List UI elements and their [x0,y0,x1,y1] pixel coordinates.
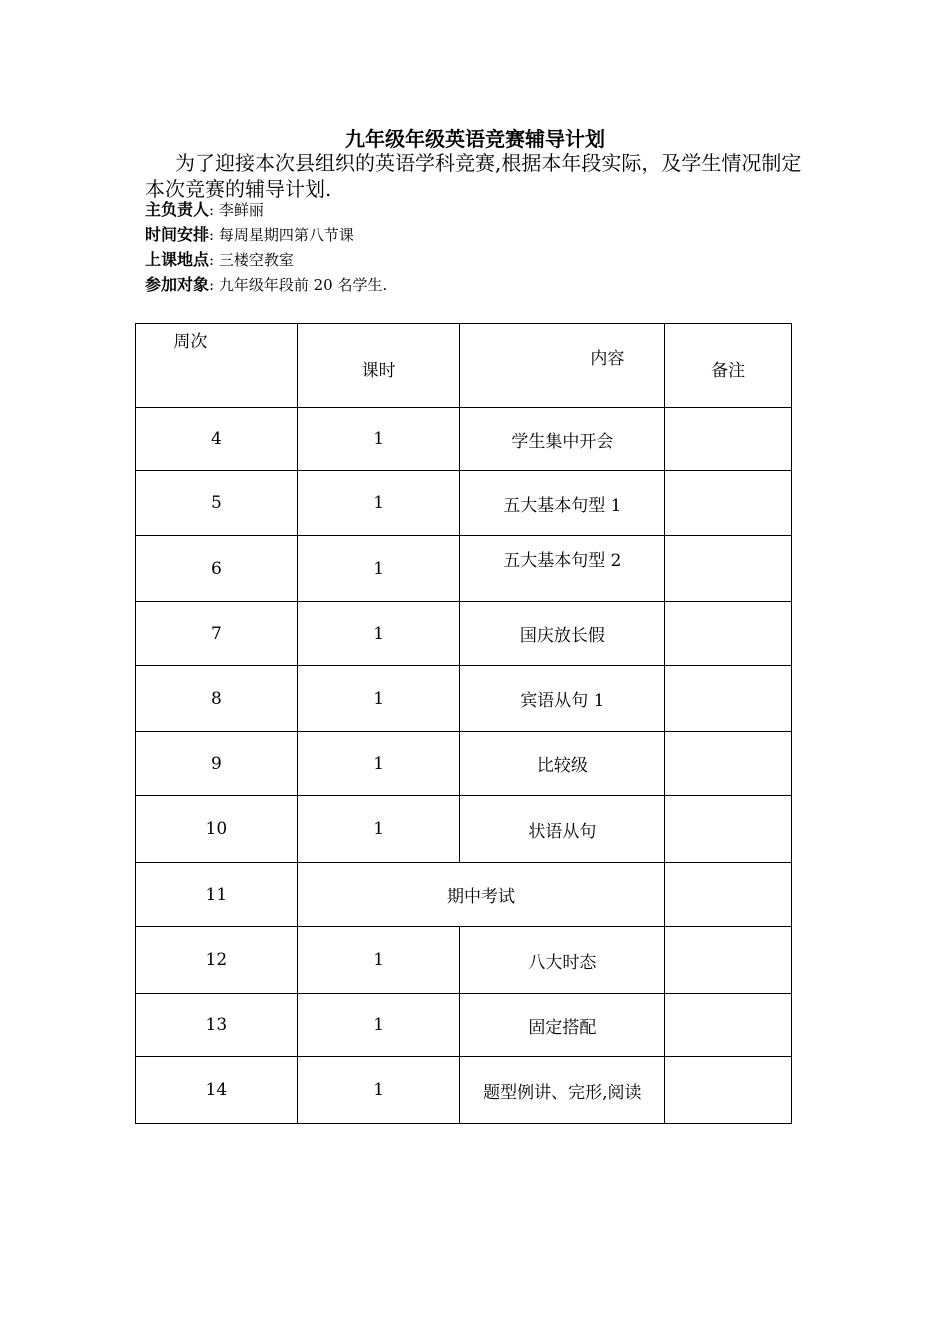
hours-cell: 1 [297,927,460,994]
note-cell [665,471,792,536]
week-cell: 5 [136,471,298,536]
intro-paragraph: 为了迎接本次县组织的英语学科竞赛,根据本年段实际，及学生情况制定本次竞赛的辅导计划. [145,151,802,201]
content-cell: 固定搭配 [460,994,665,1057]
note-cell [665,666,792,732]
note-cell [665,408,792,471]
note-cell [665,732,792,796]
header-week: 周次 [136,324,298,408]
content-cell: 五大基本句型 1 [460,471,665,536]
week-cell: 7 [136,602,298,666]
document-title: 九年级年级英语竞赛辅导计划 [345,127,605,151]
note-cell [665,602,792,666]
content-cell: 比较级 [460,732,665,796]
content-cell: 国庆放长假 [460,602,665,666]
week-cell: 9 [136,732,298,796]
week-cell: 4 [136,408,298,471]
week-cell: 10 [136,796,298,863]
hours-cell: 1 [297,666,460,732]
content-cell: 题型例讲、完形,阅读 [460,1057,665,1124]
info-location [145,250,294,270]
info-value: : 每周星期四第八节课 [209,226,354,244]
table-header-row [136,324,792,408]
hours-cell: 1 [297,732,460,796]
table-row [136,408,792,471]
hours-cell: 1 [297,994,460,1057]
info-label: 时间安排 [145,225,210,244]
table-row [136,994,792,1057]
info-value: : 李鲜丽 [209,201,264,219]
hours-cell: 1 [297,536,460,602]
note-cell [665,536,792,602]
hours-cell: 1 [297,602,460,666]
info-value: : 九年级年段前 20 名学生. [209,276,388,294]
header-hours: 课时 [297,324,460,408]
note-cell [665,1057,792,1124]
note-cell [665,927,792,994]
hours-cell: 1 [297,796,460,863]
info-participants [145,275,387,295]
week-cell: 14 [136,1057,298,1124]
table-row [136,471,792,536]
info-schedule [145,225,354,245]
table-row [136,1057,792,1124]
table-row [136,732,792,796]
week-cell: 6 [136,536,298,602]
content-cell: 宾语从句 1 [460,666,665,732]
week-cell: 11 [136,863,298,927]
content-cell: 五大基本句型 2 [460,536,665,602]
header-notes: 备注 [665,324,792,408]
note-cell [665,994,792,1057]
table-row [136,927,792,994]
content-cell: 状语从句 [460,796,665,863]
table-row [136,602,792,666]
info-label: 主负责人 [145,200,210,219]
content-cell: 学生集中开会 [460,408,665,471]
plan-table [135,323,792,1124]
table-row [136,666,792,732]
info-label: 上课地点 [145,250,210,269]
note-cell [665,796,792,863]
week-cell: 8 [136,666,298,732]
table-row [136,863,792,927]
info-responsible [145,200,264,220]
hours-cell: 1 [297,408,460,471]
note-cell [665,863,792,927]
info-label: 参加对象 [145,275,210,294]
hours-cell: 1 [297,1057,460,1124]
week-cell: 13 [136,994,298,1057]
week-cell: 12 [136,927,298,994]
hours-cell: 1 [297,471,460,536]
content-cell: 八大时态 [460,927,665,994]
table-row [136,796,792,863]
table-row [136,536,792,602]
exam-merged-cell: 期中考试 [297,863,664,927]
info-value: : 三楼空教室 [209,251,294,269]
header-content: 内容 [460,324,665,408]
